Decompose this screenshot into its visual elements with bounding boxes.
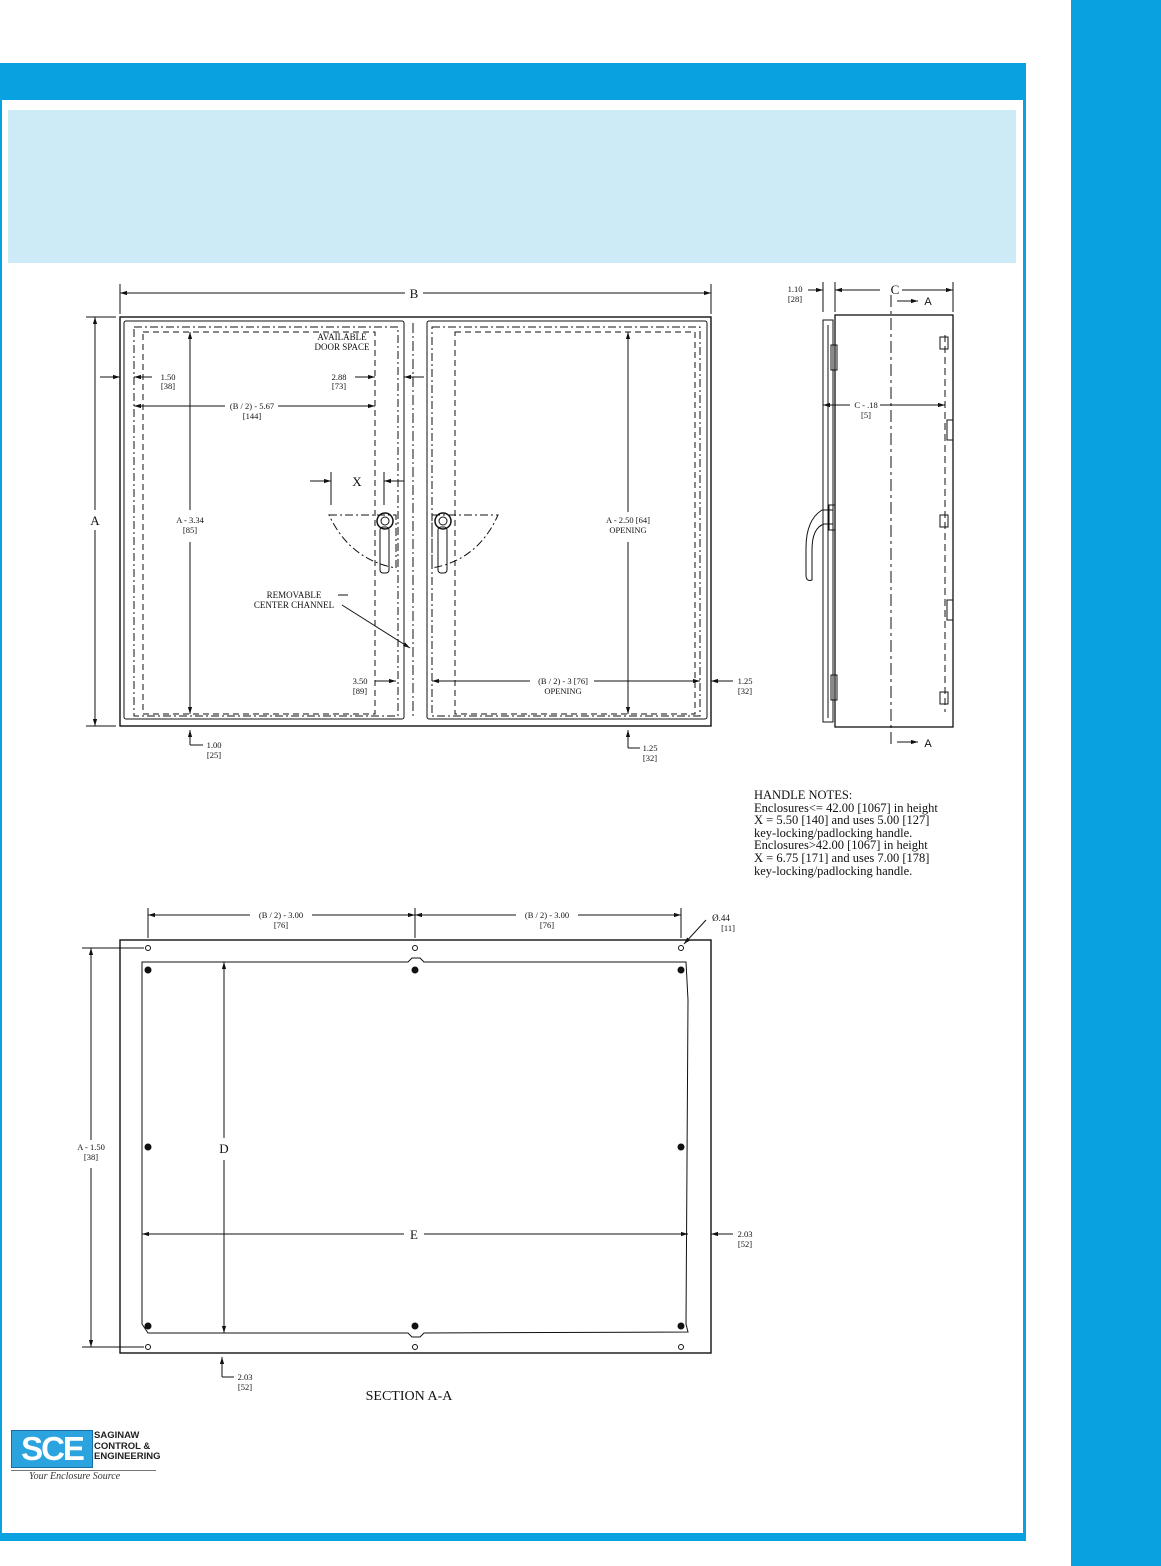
logo-name	[94, 1431, 161, 1463]
available-door-space-line2: DOOR SPACE	[314, 342, 370, 352]
dim-d-label: D	[219, 1141, 229, 1156]
logo-mark: SCE	[11, 1430, 93, 1468]
removable-channel-line1: REMOVABLE	[266, 590, 322, 600]
top-left-span-metric: [76]	[273, 920, 289, 930]
opening-width-caption: OPENING	[544, 686, 582, 696]
handle-note-line: X = 5.50 [140] and uses 5.00 [127]	[754, 813, 930, 828]
section-view	[82, 908, 733, 1377]
side-view	[806, 282, 953, 745]
handle-note-line: key-locking/padlocking handle.	[754, 825, 913, 840]
opening-height-value: A - 2.50 [64]	[606, 515, 650, 525]
depth-less-value: C - .18	[854, 400, 878, 410]
top-right-span-metric: [76]	[539, 920, 555, 930]
height-less-value: A - 3.34	[176, 515, 204, 525]
top-left-span-value: (B / 2) - 3.00	[258, 910, 304, 920]
right-edge-metric: [32]	[737, 686, 753, 696]
dim-a-label: A	[90, 513, 100, 528]
hole-dia-value: Ø.44	[712, 913, 730, 923]
door-depth-value: 1.10	[787, 284, 803, 294]
opening-height-caption: OPENING	[609, 525, 647, 535]
top-right-span-value: (B / 2) - 3.00	[524, 910, 570, 920]
logo-tagline: Your Enclosure Source	[29, 1471, 121, 1482]
company-logo	[11, 1430, 161, 1488]
section-height-metric: [38]	[83, 1152, 99, 1162]
section-title: SECTION A-A	[365, 1389, 453, 1404]
bottom-margin-value: 2.03	[237, 1372, 253, 1382]
right-margin-value: 2.03	[737, 1229, 753, 1239]
section-mark-top: A	[924, 296, 932, 308]
right-offset-value: 2.88	[331, 372, 347, 382]
removable-channel-line2: CENTER CHANNEL	[253, 600, 335, 610]
half-width-value: (B / 2) - 5.67	[229, 401, 275, 411]
right-offset-metric: [73]	[331, 381, 347, 391]
bottom-left-value: 1.00	[206, 740, 222, 750]
half-width-metric: [144]	[242, 411, 262, 421]
dim-x-label: X	[352, 474, 362, 489]
bottom-right-value: 1.25	[642, 743, 658, 753]
logo-name-line: CONTROL &	[94, 1440, 151, 1452]
bottom-left-metric: [25]	[206, 750, 222, 760]
section-mark-bottom: A	[924, 738, 932, 750]
channel-offset-value: 3.50	[352, 676, 368, 686]
handle-notes-title: HANDLE NOTES:	[754, 788, 853, 802]
handle-note-line: Enclosures>42.00 [1067] in height	[754, 838, 928, 853]
dim-b-label: B	[409, 286, 419, 301]
logo-name-line: ENGINEERING	[94, 1451, 161, 1462]
bottom-right-metric: [32]	[642, 753, 658, 763]
dim-e-label: E	[410, 1227, 418, 1242]
left-offset-metric: [38]	[160, 381, 176, 391]
available-door-space-line1: AVAILABLE	[317, 332, 367, 342]
left-offset-value: 1.50	[160, 372, 176, 382]
handle-note-line: key-locking/padlocking handle.	[754, 863, 913, 878]
opening-width-value: (B / 2) - 3 [76]	[538, 676, 588, 686]
logo-name-line: SAGINAW	[94, 1430, 140, 1441]
hole-dia-metric: [11]	[721, 923, 735, 933]
handle-notes	[754, 789, 994, 877]
right-margin-metric: [52]	[737, 1239, 753, 1249]
section-height-value: A - 1.50	[77, 1142, 105, 1152]
handle-note-line: Enclosures<= 42.00 [1067] in height	[754, 800, 938, 815]
depth-less-metric: [5]	[861, 410, 871, 420]
right-edge-value: 1.25	[737, 676, 753, 686]
handle-note-line: X = 6.75 [171] and uses 7.00 [178]	[754, 850, 930, 865]
bottom-margin-metric: [52]	[237, 1382, 253, 1392]
height-less-metric: [85]	[182, 525, 198, 535]
channel-offset-metric: [89]	[352, 686, 368, 696]
door-depth-metric: [28]	[787, 294, 803, 304]
dim-c-label: C	[890, 282, 900, 297]
